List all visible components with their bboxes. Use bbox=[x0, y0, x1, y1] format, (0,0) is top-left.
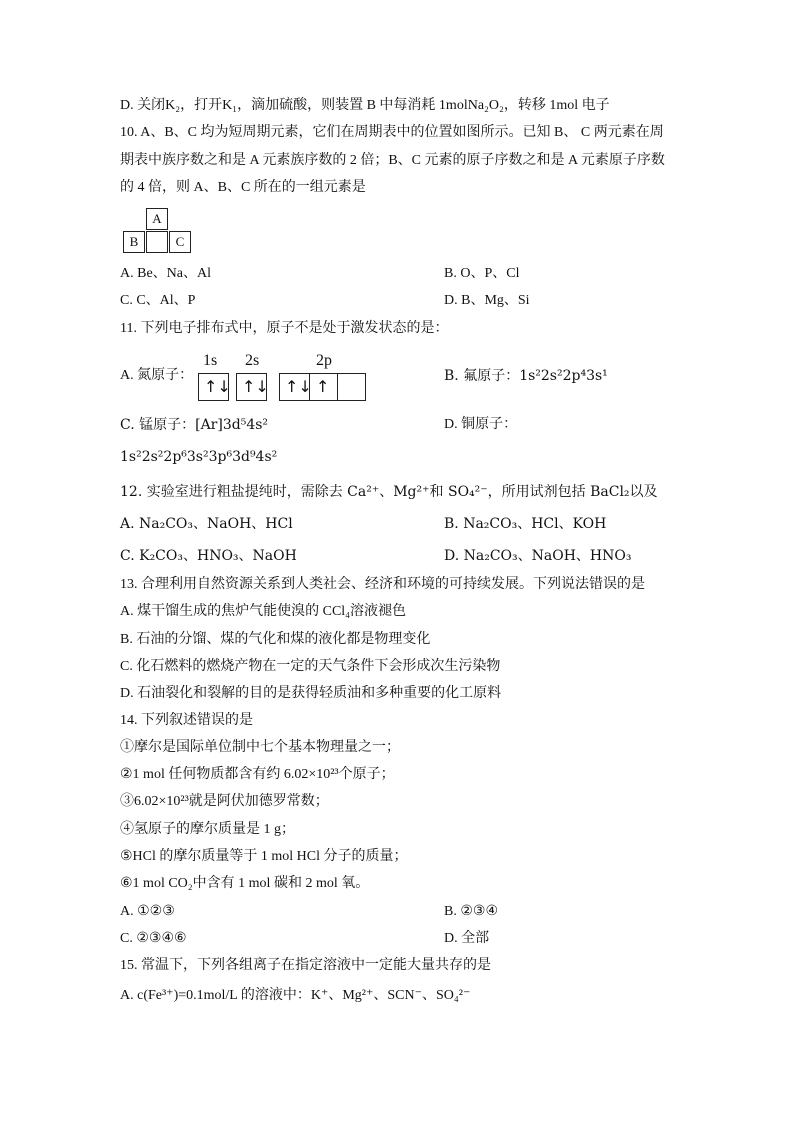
q10-stem-line-1: 10. A、B、C 均为短周期元素，它们在周期表中的位置如图所示。已知 B、 C 两元素在周 bbox=[120, 125, 664, 140]
q14-option-d: D. 全部 bbox=[444, 931, 490, 946]
q14-statement-4: ④氢原子的摩尔质量是 1 g； bbox=[120, 822, 295, 837]
table-cell-b: B bbox=[123, 231, 145, 253]
orbital-label-1s: 1s bbox=[203, 352, 218, 369]
orbital-box-2p bbox=[279, 373, 366, 401]
table-cell-c: C bbox=[169, 231, 191, 253]
orbital-box-1s bbox=[198, 373, 229, 401]
q14-option-b: B. ②③④ bbox=[444, 904, 498, 919]
q14-statement-5: ⑤HCl 的摩尔质量等于 1 mol HCl 分子的质量； bbox=[120, 849, 408, 864]
q12-option-b: B. Na₂CO₃、HCl、KOH bbox=[444, 516, 607, 532]
q10-option-c: C. C、Al、P bbox=[120, 293, 196, 308]
q14-option-c: C. ②③④⑥ bbox=[120, 931, 187, 946]
q15-stem: 15. 常温下，下列各组离子在指定溶液中一定能大量共存的是 bbox=[120, 958, 491, 973]
q12-stem: 12. 实验室进行粗盐提纯时，需除去 Ca²⁺、Mg²⁺和 SO₄²⁻，所用试剂包括 BaCl₂以及 bbox=[120, 484, 658, 500]
q10-option-b: B. O、P、Cl bbox=[444, 266, 520, 281]
q13-option-b: B. 石油的分馏、煤的气化和煤的液化都是物理变化 bbox=[120, 632, 431, 647]
up-down-arrow-icon: ↑↓ bbox=[204, 377, 231, 396]
up-down-arrow-icon: ↑↓ bbox=[285, 377, 312, 396]
orbital-label-2s: 2s bbox=[245, 352, 260, 369]
up-arrow-icon: ↑ bbox=[316, 377, 330, 396]
q13-stem: 13. 合理利用自然资源关系到人类社会、经济和环境的可持续发展。下列说法错误的是 bbox=[120, 577, 645, 592]
orbital-box-2s bbox=[236, 373, 267, 401]
q14-statement-3: ③6.02×10²³就是阿伏加德罗常数； bbox=[120, 794, 329, 809]
q10-option-d: D. B、Mg、Si bbox=[444, 293, 530, 308]
q11-option-d-config: 1s²2s²2p⁶3s²3p⁶3d⁹4s² bbox=[120, 449, 278, 465]
q13-option-d: D. 石油裂化和裂解的目的是获得轻质油和多种重要的化工原料 bbox=[120, 686, 502, 701]
q12-option-d: D. Na₂CO₃、NaOH、HNO₃ bbox=[444, 548, 632, 564]
orbital-label-2p: 2p bbox=[316, 352, 332, 369]
q10-option-a: A. Be、Na、Al bbox=[120, 266, 211, 281]
q14-stem: 14. 下列叙述错误的是 bbox=[120, 713, 253, 728]
q15-option-a: A. c(Fe³⁺)=0.1mol/L 的溶液中：K⁺、Mg²⁺、SCN⁻、SO₄²⁻ bbox=[120, 988, 471, 1003]
q11-stem: 11. 下列电子排布式中，原子不是处于激发状态的是： bbox=[120, 321, 449, 336]
q11-option-d: D. 铜原子： bbox=[444, 417, 518, 432]
q10-stem-line-2: 期表中族序数之和是 A 元素族序数的 2 倍；B、C 元素的原子序数之和是 A 元素原子序数 bbox=[120, 153, 665, 168]
q10-stem-line-3: 的 4 倍，则 A、B、C 所在的一组元素是 bbox=[120, 180, 366, 195]
q11-option-a-label: A. 氮原子： bbox=[120, 368, 194, 383]
q9-option-d: D. 关闭K₂，打开K₁，滴加硫酸，则装置 B 中每消耗 1molNa₂O₂，转移 1mol 电子 bbox=[120, 98, 610, 113]
table-cell-a: A bbox=[146, 208, 168, 230]
q14-statement-6: ⑥1 mol CO₂中含有 1 mol 碳和 2 mol 氧。 bbox=[120, 876, 370, 891]
q14-option-a: A. ①②③ bbox=[120, 904, 175, 919]
q13-option-c: C. 化石燃料的燃烧产物在一定的天气条件下会形成次生污染物 bbox=[120, 659, 501, 674]
q11-option-c: C. 锰原子：[Ar]3d⁵4s² bbox=[120, 417, 269, 433]
q12-option-a: A. Na₂CO₃、NaOH、HCl bbox=[120, 516, 293, 532]
up-down-arrow-icon: ↑↓ bbox=[242, 377, 269, 396]
q13-option-a: A. 煤干馏生成的焦炉气能使溴的 CCl₄溶液褪色 bbox=[120, 604, 407, 619]
table-cell-empty bbox=[146, 231, 168, 253]
q14-statement-1: ①摩尔是国际单位制中七个基本物理量之一； bbox=[120, 740, 400, 755]
q14-statement-2: ②1 mol 任何物质都含有约 6.02×10²³个原子； bbox=[120, 767, 395, 782]
q11-option-b: B. 氟原子：1s²2s²2p⁴3s¹ bbox=[444, 368, 608, 384]
q12-option-c: C. K₂CO₃、HNO₃、NaOH bbox=[120, 548, 297, 564]
